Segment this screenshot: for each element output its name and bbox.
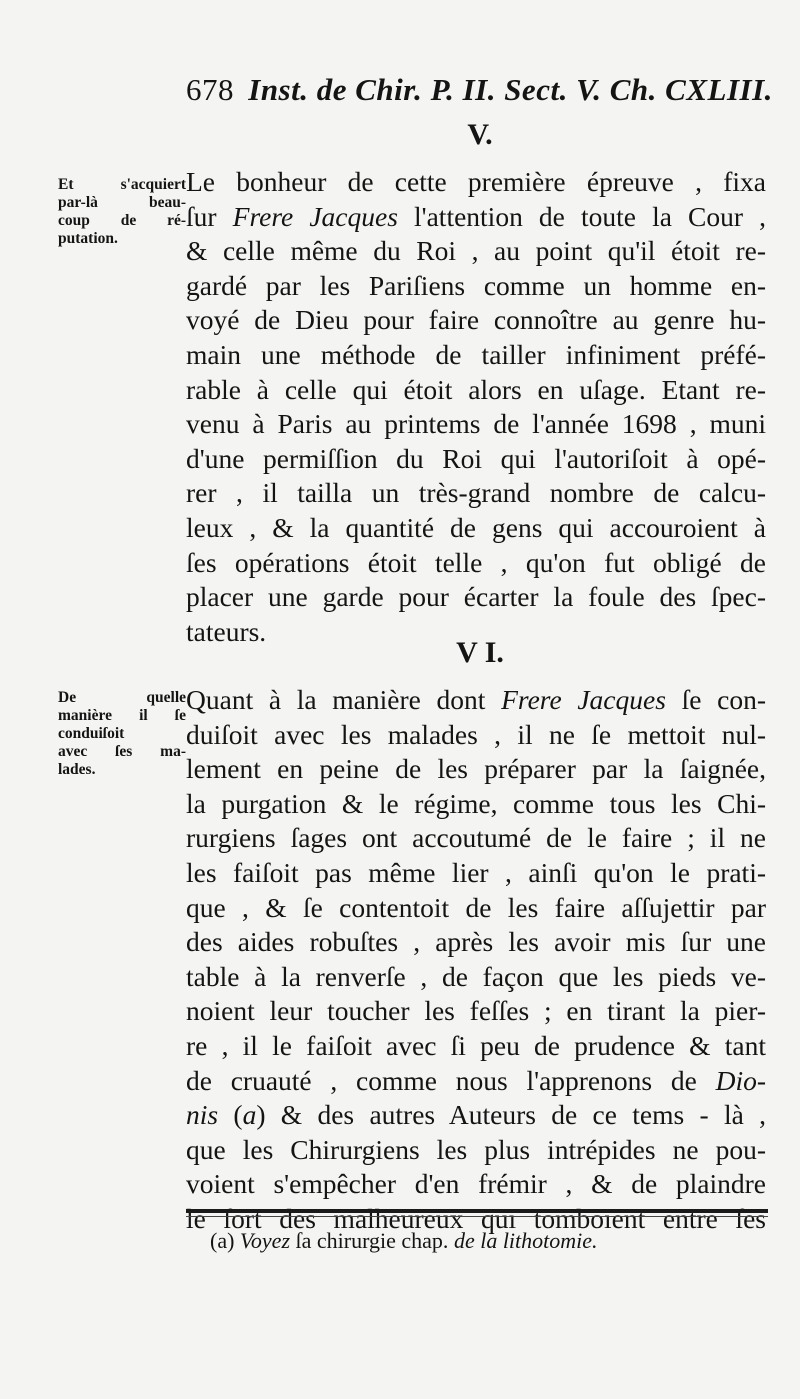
text-line: que les Chirurgiens les plus intrépides ne pou- (186, 1133, 766, 1165)
section-number-v: V. (467, 118, 493, 151)
text-line: noient leur toucher les feſſes ; en tirant la pier- (186, 995, 766, 1027)
margin-note-line: putation. (58, 230, 118, 247)
text-line: que , & ſe contentoit de les faire aſſujettir par (186, 891, 766, 923)
margin-note-line: lades. (58, 761, 96, 778)
text-line: re , il le faiſoit avec ſi peu de prudence & tant (186, 1029, 766, 1061)
section-vi-text (186, 683, 766, 1237)
running-head (186, 72, 773, 108)
margin-note-line: par-là beau- (58, 194, 186, 211)
page-number: 678 (186, 72, 234, 107)
footnote-text: Voyez ſa chirurgie chap. de la lithotomie. (239, 1228, 598, 1253)
text-line: des aides robuſtes , après les avoir mis ſur une (186, 926, 766, 958)
footnote (210, 1228, 770, 1254)
footnote-rule (186, 1209, 768, 1213)
text-line: duiſoit avec les malades , il ne ſe mettoit nul- (186, 718, 766, 750)
text-line: Quant à la manière dont Frere Jacques ſe con- (186, 684, 766, 715)
text-line: & celle même du Roi , au point qu'il étoit re- (186, 235, 766, 267)
margin-note-line: manière il ſe (58, 707, 186, 724)
margin-note-line: conduiſoit (58, 725, 125, 742)
text-line: gardé par les Pariſiens comme un homme en- (186, 269, 766, 301)
text-line: leux , & la quantité de gens qui accouroient à (186, 511, 766, 543)
margin-note-line: De quelle (58, 689, 186, 706)
text-line: ſes opérations étoit telle , qu'on fut obligé de (186, 546, 766, 578)
margin-note-line: Et s'acquiert (58, 176, 186, 193)
margin-note-reputation (58, 176, 186, 248)
text-line: voyé de Dieu pour faire connoître au genre hu- (186, 304, 766, 336)
footnote-marker: (a) (210, 1228, 235, 1253)
margin-note-line: coup de ré- (58, 212, 186, 229)
text-line: Le bonheur de cette première épreuve , fixa (186, 166, 766, 197)
text-line: placer une garde pour écarter la foule des ſpec- (186, 581, 766, 613)
text-line: voient s'empêcher d'en frémir , & de plaindre (186, 1168, 766, 1200)
margin-note-conduct (58, 689, 186, 779)
text-line: rurgiens ſages ont accoutumé de le faire ; il ne (186, 822, 766, 854)
margin-note-line: avec ſes ma- (58, 743, 186, 760)
text-line: ſur Frere Jacques l'attention de toute la Cour , (186, 200, 766, 232)
footnote-rule-thin (186, 1216, 768, 1217)
text-line: les faiſoit pas même lier , ainſi qu'on le prati- (186, 856, 766, 888)
text-line: la purgation & le régime, comme tous les Chi- (186, 787, 766, 819)
section-number-vi: V I. (456, 636, 504, 669)
text-line: d'une permiſſion du Roi qui l'autoriſoit à opé- (186, 442, 766, 474)
text-line: table à la renverſe , de façon que les pieds ve- (186, 960, 766, 992)
text-line: rable à celle qui étoit alors en uſage. Etant re- (186, 373, 766, 405)
text-line: venu à Paris au printems de l'année 1698 , muni (186, 408, 766, 440)
section-v-text (186, 165, 766, 649)
running-head-title: Inst. de Chir. P. II. Sect. V. Ch. CXLIII. (248, 72, 773, 107)
text-line: lement en peine de les préparer par la ſaignée, (186, 753, 766, 785)
text-line: main une méthode de tailler infiniment préfé- (186, 338, 766, 370)
text-line: le ſort des malheureux qui tomboient entre ſes (186, 1202, 766, 1234)
text-line: rer , il tailla un très-grand nombre de calcu- (186, 477, 766, 509)
text-line: tateurs. (186, 615, 267, 647)
text-line: de cruauté , comme nous l'apprenons de Dio- (186, 1064, 766, 1096)
text-line: nis (a) & des autres Auteurs de ce tems - là , (186, 1099, 766, 1131)
